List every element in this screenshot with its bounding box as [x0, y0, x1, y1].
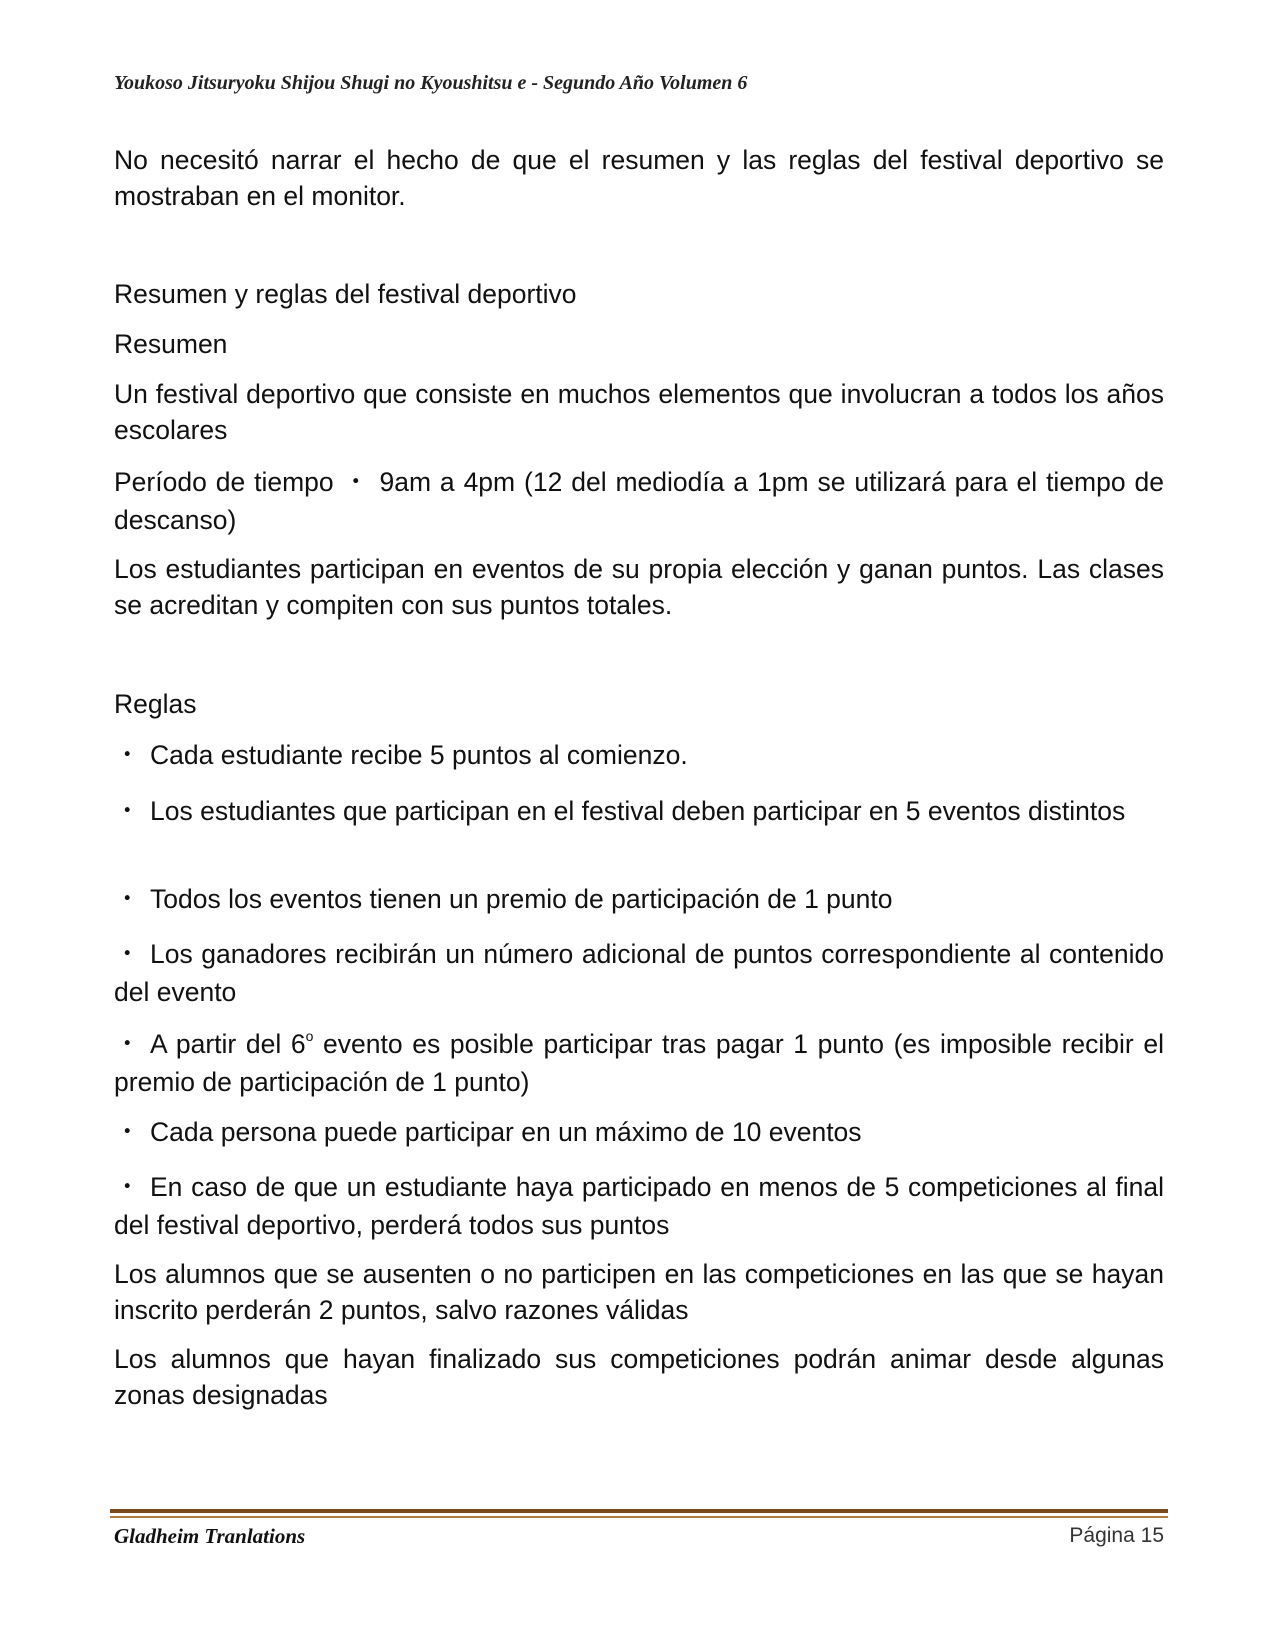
- intro-paragraph: No necesitó narrar el hecho de que el resumen y las reglas del festival deportivo se mostraban en el monitor.: [114, 145, 1164, 211]
- rule-item: [114, 935, 1164, 1011]
- rule-text: Cada persona puede participar en un máximo de 10 eventos: [150, 1117, 862, 1147]
- cheer-paragraph: Los alumnos que hayan finalizado sus competiciones podrán animar desde algunas zonas designadas: [114, 1344, 1164, 1410]
- rule-item: [114, 1025, 1164, 1101]
- absence-paragraph: Los alumnos que se ausenten o no participen en las competiciones en las que se hayan inscrito perderán 2 puntos, salvo razones válidas: [114, 1259, 1164, 1325]
- bullet-icon: ・: [114, 1117, 141, 1147]
- page-number-value: 15: [1140, 1524, 1164, 1547]
- rule-item: [114, 881, 1164, 917]
- summary-heading: Resumen: [114, 329, 228, 359]
- rule-text: Los estudiantes que participan en el festival deben participar en 5 eventos distintos: [150, 796, 1126, 826]
- page-label: Página: [1069, 1524, 1135, 1547]
- participation-paragraph: Los estudiantes participan en eventos de su propia elección y ganan puntos. Las clases se acreditan y compiten con sus puntos totales.: [114, 554, 1164, 620]
- rule-text: Los ganadores recibirán un número adicional de puntos correspondiente al contenido del evento: [114, 939, 1164, 1007]
- rule-text-b: evento es posible participar tras pagar 1 punto (es imposible recibir el premio de participación de 1 punto): [114, 1029, 1165, 1097]
- bullet-icon: ・: [114, 1029, 141, 1059]
- footer-rule-thick: [110, 1509, 1168, 1513]
- bullet-icon: ・: [114, 1172, 141, 1202]
- rule-item: [114, 737, 1164, 773]
- rule-item: [114, 792, 1164, 830]
- rules-heading: Reglas: [114, 689, 197, 719]
- rule-text-a: A partir del 6: [150, 1029, 306, 1059]
- section-title: Resumen y reglas del festival deportivo: [114, 279, 577, 309]
- ordinal-superscript: o: [305, 1028, 314, 1044]
- bullet-icon: ・: [114, 740, 141, 770]
- summary-paragraph: Un festival deportivo que consiste en muchos elementos que involucran a todos los años escolares: [114, 379, 1164, 445]
- rule-text: Cada estudiante recibe 5 puntos al comienzo.: [150, 740, 688, 770]
- rule-text: Todos los eventos tienen un premio de participación de 1 punto: [150, 884, 893, 914]
- bullet-icon: ・: [114, 939, 141, 969]
- rule-item: [114, 1114, 1164, 1150]
- bullet-icon: ・: [114, 796, 141, 826]
- rule-text: En caso de que un estudiante haya participado en menos de 5 competiciones al final del festival deportivo, perderá todos sus puntos: [114, 1172, 1164, 1240]
- rule-item: [114, 1168, 1164, 1244]
- bullet-icon: ・: [114, 884, 141, 914]
- time-period-paragraph: Período de tiempo ・ 9am a 4pm (12 del mediodía a 1pm se utilizará para el tiempo de descanso): [114, 467, 1164, 535]
- footer-group-name: Gladheim Tranlations: [114, 1524, 306, 1548]
- running-header: Youkoso Jitsuryoku Shijou Shugi no Kyoushitsu e - Segundo Año Volumen 6: [114, 72, 748, 94]
- page-number: [1069, 1524, 1164, 1548]
- footer-rule-thin: [110, 1516, 1168, 1518]
